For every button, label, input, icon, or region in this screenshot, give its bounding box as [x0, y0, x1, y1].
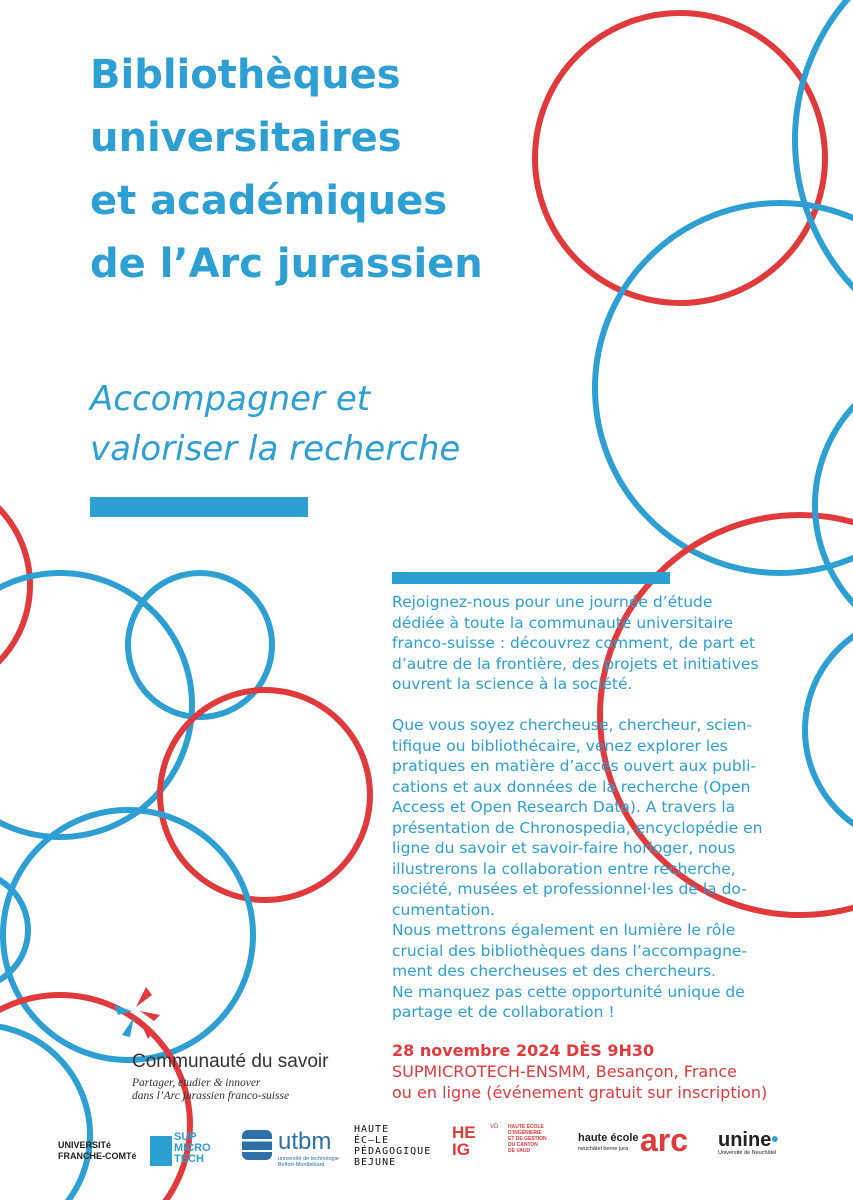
page-title: Bibliothèques universitaires et académiques de l’Arc jurassien	[90, 52, 483, 287]
page-subtitle: Accompagner et valoriser la recherche	[90, 379, 461, 469]
logo-unine	[718, 1130, 808, 1186]
event-location: SUPMICROTECH-ENSMM, Besançon, France	[392, 1062, 737, 1081]
supmicrotech-wordmark: SUP MICRO TECH	[174, 1131, 211, 1165]
body-paragraph-details: Que vous soyez chercheuse, chercheur, scien- tifique ou bibliothécaire, venez explorer les pratiques en matière d’accès ouvert aux publi- cations et aux données de la recherche (Open Access et Open Research Data). A travers la présentation de Chronospedia, encyclopédie en ligne du savoir et savoir-faire horloger, nous illustrerons la collaboration entre recherche, société, musées et professionnel·les de la do- cumentation. Nous mettrons également en lumière le rôle crucial des bibliothèques dans l’accompagne- ment des chercheuses et des chercheurs. Ne manquez pas cette opportunité unique de partage et de collaboration !	[392, 716, 763, 1021]
ring-blue-left-small	[128, 573, 272, 717]
heig-fullname: HAUTE ÉCOLE D'INGÉNIERIE ET DE GESTION DU CANTON DE VAUD	[508, 1124, 547, 1154]
arc-region-label: neuchâtel berne jura	[578, 1146, 629, 1152]
heig-wordmark: HE IG	[452, 1123, 476, 1159]
utbm-wordmark: utbm	[278, 1128, 332, 1155]
event-date: 28 novembre 2024 DÈS 9H30	[392, 1041, 655, 1060]
utbm-subtitle: université de technologie Belfort-Montbéliard	[278, 1156, 339, 1168]
ring-red-left-middle	[160, 690, 370, 900]
logo-heig-vd	[452, 1124, 558, 1180]
star-cross-icon	[100, 985, 170, 1045]
unine-wordmark	[718, 1130, 808, 1150]
unine-subtitle: Université de Neuchâtel	[718, 1150, 777, 1156]
event-online: ou en ligne (événement gratuit sur inscription)	[392, 1083, 768, 1102]
utbm-drum-icon	[242, 1130, 272, 1160]
logo-utbm	[242, 1126, 342, 1182]
logo-hep-bejune: HAUTE ÉC—LE PÉDAGOGIQUE BEJUNE	[354, 1124, 432, 1168]
logo-universite-franche-comte: UNIVERSITé FRANCHE-COMTé	[58, 1140, 137, 1161]
supmicrotech-mark-icon	[150, 1136, 172, 1166]
unine-dot-icon: •	[771, 1129, 779, 1151]
communaute-du-savoir-logo	[100, 985, 360, 1105]
ring-blue-right-edge	[815, 360, 853, 650]
heig-vd-label: VD	[490, 1124, 499, 1130]
brand-name: Communauté du savoir	[132, 1051, 329, 1072]
logo-haute-ecole-arc	[578, 1122, 702, 1182]
arc-wordmark: arc	[640, 1122, 689, 1158]
logo-supmicrotech	[150, 1126, 232, 1182]
brand-tagline: Partager, étudier & innover dans l’Arc jurassien franco-suisse	[132, 1077, 290, 1102]
accent-bar-top	[90, 497, 308, 517]
body-paragraph-intro: Rejoignez-nous pour une journée d’étude dédiée à toute la communauté universitaire franco-suisse : découvrez comment, de part et d’autre de la frontière, des projets et initiatives ouvrent la science à la société.	[392, 593, 759, 693]
ring-red-top-right	[535, 13, 825, 303]
body-text	[392, 592, 812, 1023]
accent-bar-body	[392, 572, 670, 584]
partner-logos	[0, 1120, 853, 1180]
ring-blue-right-lower	[805, 615, 853, 845]
event-info	[392, 1040, 767, 1103]
unine-word: unine	[718, 1129, 772, 1151]
arc-haute-ecole-label: haute école	[578, 1132, 639, 1144]
